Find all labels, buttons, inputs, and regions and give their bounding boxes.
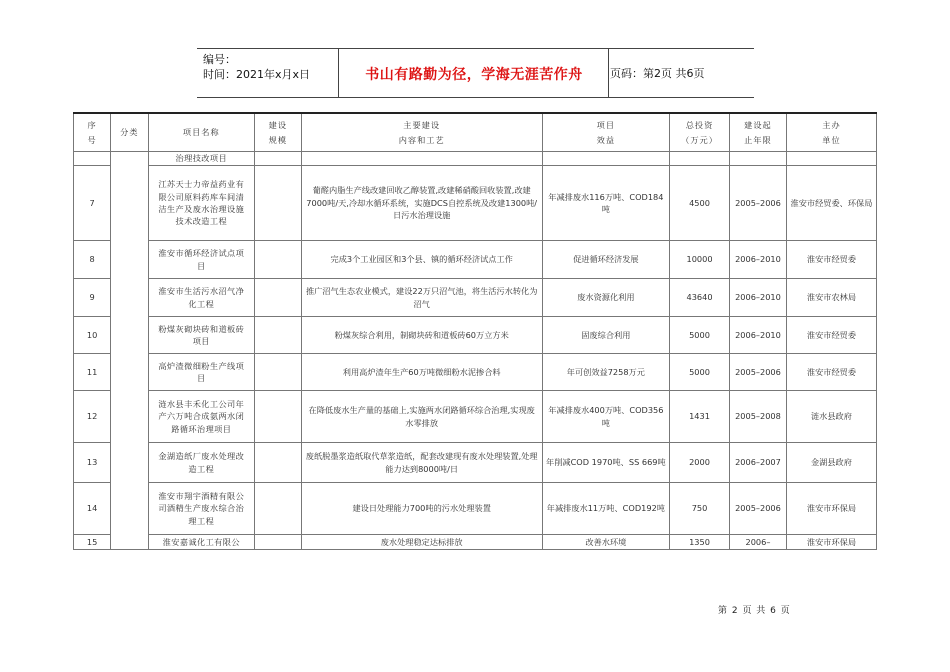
cell-benefit: 废水资源化利用 bbox=[542, 279, 669, 317]
cell-scale bbox=[255, 354, 302, 391]
cell-benefit: 年减排废水400万吨、COD356吨 bbox=[542, 391, 669, 443]
col-benefit: 项目 效益 bbox=[542, 113, 669, 152]
page-indicator: 页码：第2页 共6页 bbox=[610, 67, 705, 80]
table-row bbox=[74, 317, 877, 354]
cell-period: 2005–2006 bbox=[730, 483, 787, 535]
col-seq: 序 号 bbox=[74, 113, 111, 152]
cell-org: 淮安市环保局 bbox=[786, 483, 876, 535]
cell-invest: 4500 bbox=[670, 166, 730, 241]
cell-project-name: 治理技改项目 bbox=[148, 152, 255, 166]
cell-invest: 10000 bbox=[670, 241, 730, 279]
cell-scale bbox=[255, 152, 302, 166]
motto: 书山有路勤为径，学海无涯苦作舟 bbox=[365, 67, 583, 83]
cell-org: 金湖县政府 bbox=[786, 443, 876, 483]
cell-period: 2005–2006 bbox=[730, 354, 787, 391]
header-meta bbox=[203, 52, 310, 82]
col-org: 主办 单位 bbox=[786, 113, 876, 152]
col-invest: 总投资 （万元） bbox=[670, 113, 730, 152]
cell-benefit: 年可创效益7258万元 bbox=[542, 354, 669, 391]
cell-org: 淮安市农林局 bbox=[786, 279, 876, 317]
cell-seq: 12 bbox=[74, 391, 111, 443]
cell-benefit: 年减排废水116万吨、COD184吨 bbox=[542, 166, 669, 241]
cell-seq: 14 bbox=[74, 483, 111, 535]
cell-benefit: 改善水环境 bbox=[542, 535, 669, 550]
cell-org: 淮安市经贸委 bbox=[786, 354, 876, 391]
header-divider bbox=[608, 49, 609, 97]
header-divider bbox=[338, 49, 339, 97]
number-label: 编号： bbox=[203, 53, 236, 66]
cell-org: 淮安市经贸委 bbox=[786, 241, 876, 279]
cell-benefit: 年削减COD 1970吨、SS 669吨 bbox=[542, 443, 669, 483]
cell-period: 2006–2010 bbox=[730, 241, 787, 279]
cell-benefit: 促进循环经济发展 bbox=[542, 241, 669, 279]
cell-invest: 750 bbox=[670, 483, 730, 535]
cell-seq: 11 bbox=[74, 354, 111, 391]
cell-benefit: 年减排废水11万吨、COD192吨 bbox=[542, 483, 669, 535]
cell-project-name: 淮安市循环经济试点项目 bbox=[148, 241, 255, 279]
table-row bbox=[74, 483, 877, 535]
cell-content: 利用高炉渣年生产60万吨微细粉水泥掺合料 bbox=[301, 354, 542, 391]
cell-seq: 9 bbox=[74, 279, 111, 317]
cell-period: 2005–2008 bbox=[730, 391, 787, 443]
cell-benefit bbox=[542, 152, 669, 166]
cell-period: 2006–2010 bbox=[730, 317, 787, 354]
cell-invest bbox=[670, 152, 730, 166]
col-scale: 建设 规模 bbox=[255, 113, 302, 152]
cell-scale bbox=[255, 279, 302, 317]
cell-invest: 2000 bbox=[670, 443, 730, 483]
cell-content bbox=[301, 152, 542, 166]
cell-scale bbox=[255, 241, 302, 279]
cell-seq: 13 bbox=[74, 443, 111, 483]
cell-org bbox=[786, 152, 876, 166]
cell-seq: 10 bbox=[74, 317, 111, 354]
cell-scale bbox=[255, 535, 302, 550]
cell-project-name: 江苏天士力帝益药业有限公司原料药库车间清洁生产及废水治理设施技术改造工程 bbox=[148, 166, 255, 241]
cell-org: 涟水县政府 bbox=[786, 391, 876, 443]
cell-project-name: 涟水县丰禾化工公司年产六万吨合成氨两水闭路循环治理项目 bbox=[148, 391, 255, 443]
table-header-row bbox=[74, 113, 877, 152]
cell-period: 2006–2007 bbox=[730, 443, 787, 483]
col-period: 建设起 止年限 bbox=[730, 113, 787, 152]
table-row bbox=[74, 391, 877, 443]
cell-project-name: 高炉渣微细粉生产线项目 bbox=[148, 354, 255, 391]
cell-org: 淮安市经贸委、环保局 bbox=[786, 166, 876, 241]
cell-scale bbox=[255, 483, 302, 535]
table-row bbox=[74, 166, 877, 241]
table-row bbox=[74, 152, 877, 166]
cell-invest: 5000 bbox=[670, 317, 730, 354]
cell-scale bbox=[255, 443, 302, 483]
cell-period: 2005–2006 bbox=[730, 166, 787, 241]
cell-scale bbox=[255, 166, 302, 241]
cell-invest: 43640 bbox=[670, 279, 730, 317]
cell-content: 粉煤灰综合利用，制砌块砖和道板砖60万立方米 bbox=[301, 317, 542, 354]
cell-org: 淮安市经贸委 bbox=[786, 317, 876, 354]
cell-invest: 1431 bbox=[670, 391, 730, 443]
col-category: 分类 bbox=[111, 113, 148, 152]
cell-project-name: 粉煤灰砌块砖和道板砖项目 bbox=[148, 317, 255, 354]
cell-org: 淮安市环保局 bbox=[786, 535, 876, 550]
col-content: 主要建设 内容和工艺 bbox=[301, 113, 542, 152]
cell-period: 2006–2010 bbox=[730, 279, 787, 317]
cell-content: 建设日处理能力700吨的污水处理装置 bbox=[301, 483, 542, 535]
cell-invest: 1350 bbox=[670, 535, 730, 550]
cell-scale bbox=[255, 391, 302, 443]
cell-content: 葡醛内脂生产线改建回收乙醇装置,改建稀硝酸回收装置,改建7000吨/天,冷却水循环系统，实施DCS自控系统及改建1300吨/日污水治理设施 bbox=[301, 166, 542, 241]
cell-content: 完成3个工业园区和3个县、镇的循环经济试点工作 bbox=[301, 241, 542, 279]
cell-seq bbox=[74, 152, 111, 166]
cell-content: 废纸脱墨浆造纸取代草浆造纸，配套改建现有废水处理装置,处理能力达到8000吨/日 bbox=[301, 443, 542, 483]
table-row bbox=[74, 535, 877, 550]
cell-seq: 7 bbox=[74, 166, 111, 241]
table-row bbox=[74, 279, 877, 317]
cell-project-name: 金湖造纸厂废水处理改造工程 bbox=[148, 443, 255, 483]
cell-project-name: 淮安嘉诚化工有限公 bbox=[148, 535, 255, 550]
page-footer: 第 2 页 共 6 页 bbox=[718, 606, 791, 616]
cell-content: 废水处理稳定达标排放 bbox=[301, 535, 542, 550]
cell-seq: 8 bbox=[74, 241, 111, 279]
time-label: 时间：2021年x月x日 bbox=[203, 68, 311, 81]
project-table bbox=[73, 112, 877, 550]
table-row bbox=[74, 241, 877, 279]
cell-project-name: 淮安市翔宇酒精有限公司酒精生产废水综合治理工程 bbox=[148, 483, 255, 535]
cell-scale bbox=[255, 317, 302, 354]
cell-category bbox=[111, 152, 148, 550]
cell-project-name: 淮安市生活污水沼气净化工程 bbox=[148, 279, 255, 317]
table-row bbox=[74, 443, 877, 483]
cell-seq: 15 bbox=[74, 535, 111, 550]
cell-content: 在降低废水生产量的基础上,实施两水闭路循环综合治理,实现废水零排放 bbox=[301, 391, 542, 443]
cell-period bbox=[730, 152, 787, 166]
table-row bbox=[74, 354, 877, 391]
cell-content: 推广沼气生态农业模式，建设22万只沼气池，将生活污水转化为沼气 bbox=[301, 279, 542, 317]
cell-benefit: 固废综合利用 bbox=[542, 317, 669, 354]
cell-period: 2006– bbox=[730, 535, 787, 550]
page-header bbox=[197, 48, 754, 98]
col-project-name: 项目名称 bbox=[148, 113, 255, 152]
cell-invest: 5000 bbox=[670, 354, 730, 391]
